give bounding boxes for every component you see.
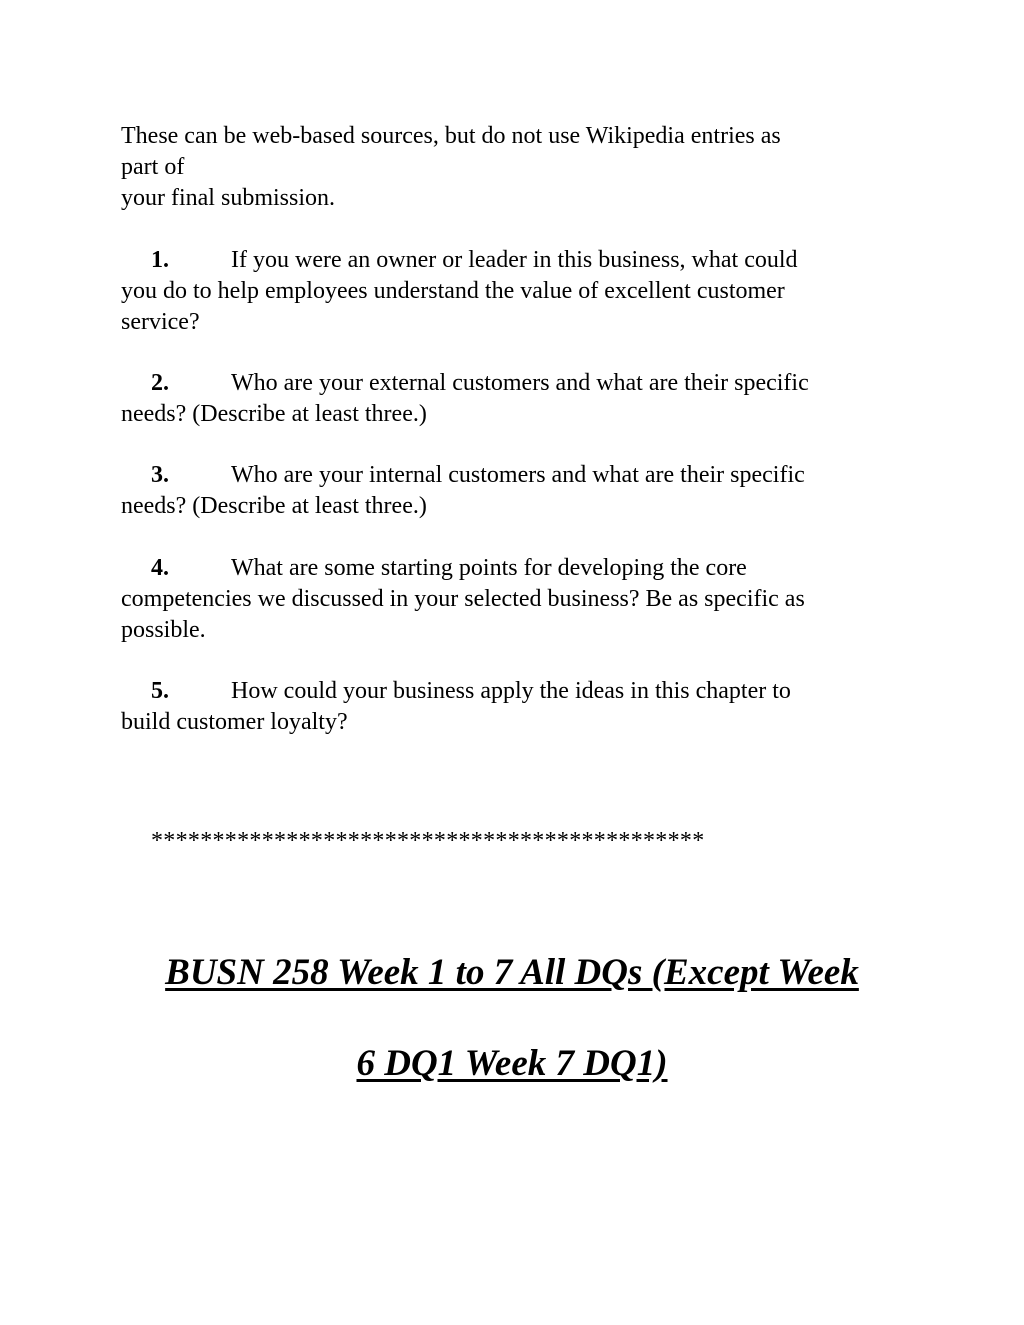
intro-line-2: part of [121, 154, 185, 180]
question-text-line: How could your business apply the ideas in this chapter to [231, 678, 791, 704]
question-text-line: service? [121, 309, 200, 335]
document-heading-line-2: 6 DQ1 Week 7 DQ1) [356, 1043, 668, 1084]
question-number: 2. [151, 370, 169, 396]
question-text-line: competencies we discussed in your selected business? Be as specific as [121, 586, 805, 612]
question-text-line: Who are your external customers and what are their specific [231, 370, 809, 396]
intro-line-1: These can be web-based sources, but do not use Wikipedia entries as [121, 123, 781, 149]
question-text-line: possible. [121, 617, 206, 643]
question-text-line: What are some starting points for developing the core [231, 555, 747, 581]
question-text-line: If you were an owner or leader in this business, what could [231, 247, 798, 273]
question-text-line: needs? (Describe at least three.) [121, 493, 427, 519]
document-heading-line-1: BUSN 258 Week 1 to 7 All DQs (Except Week [165, 952, 859, 993]
asterisk-separator: ********************************************* [151, 828, 705, 854]
intro-line-3: your final submission. [121, 185, 335, 211]
question-text-line: build customer loyalty? [121, 709, 348, 735]
question-number: 1. [151, 247, 169, 273]
question-number: 4. [151, 555, 169, 581]
question-text-line: Who are your internal customers and what are their specific [231, 462, 805, 488]
question-number: 3. [151, 462, 169, 488]
question-text-line: needs? (Describe at least three.) [121, 401, 427, 427]
question-number: 5. [151, 678, 169, 704]
question-text-line: you do to help employees understand the value of excellent customer [121, 278, 785, 304]
